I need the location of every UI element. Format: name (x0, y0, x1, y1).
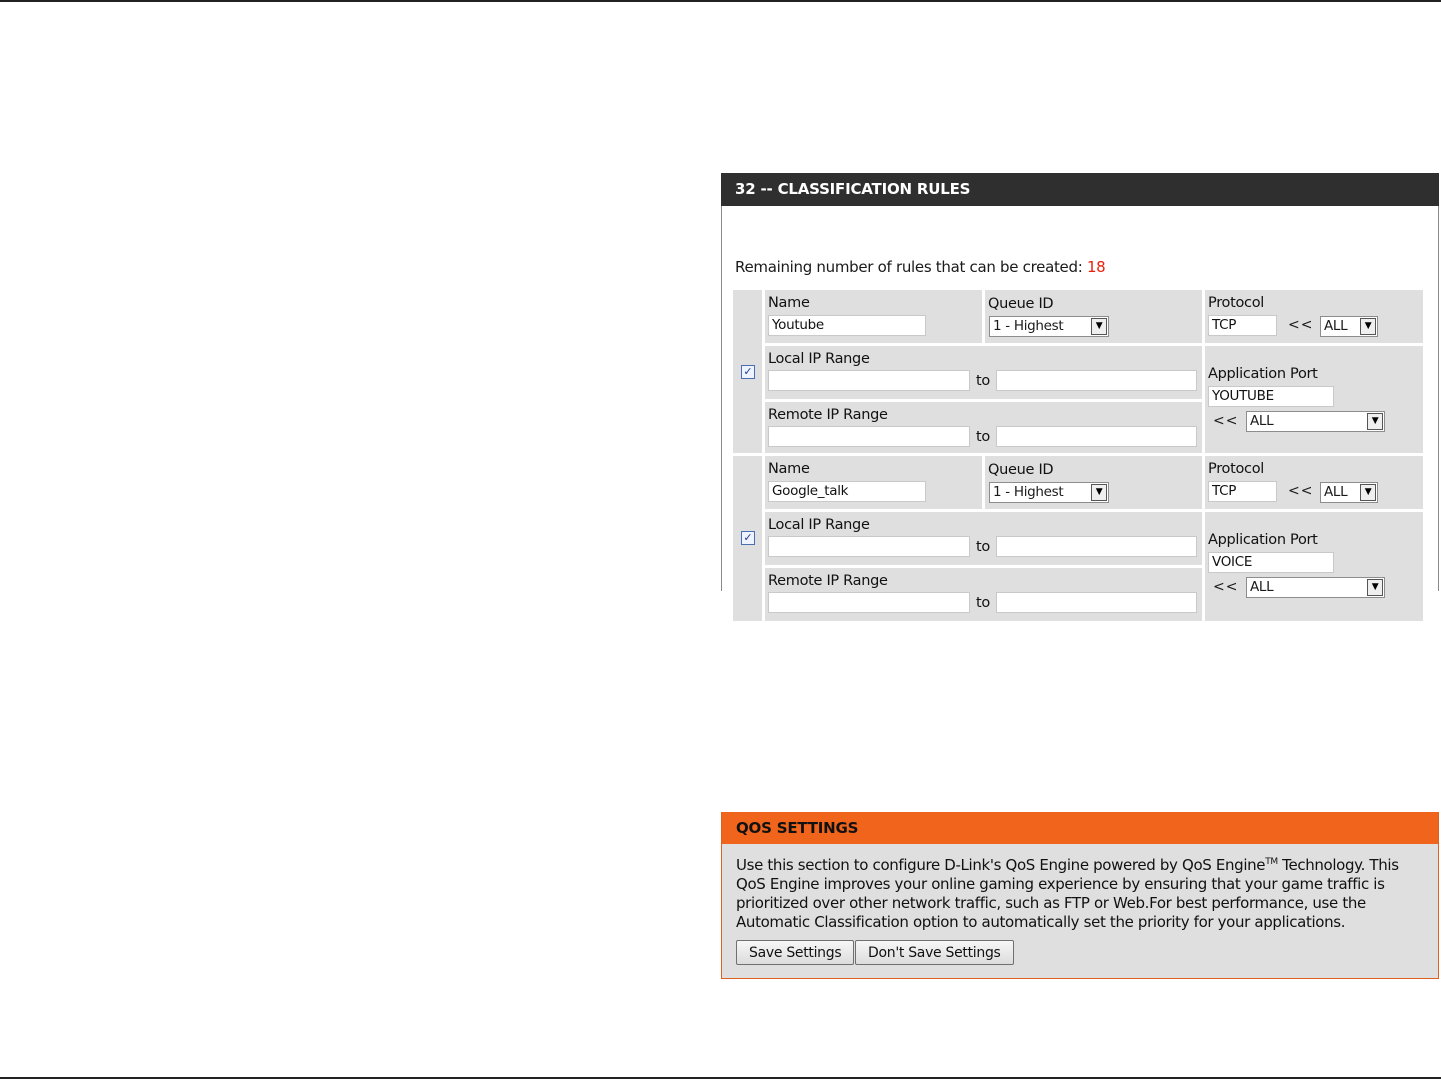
rule-enabled-checkbox[interactable] (741, 365, 755, 379)
top-border-line (0, 0, 1441, 2)
qos-settings-description (736, 853, 1426, 932)
remote-ip-start-input[interactable] (768, 426, 970, 447)
remote-ip-range-label: Remote IP Range (768, 407, 888, 423)
classification-rules-panel (721, 173, 1439, 611)
remaining-rules-label: Remaining number of rules that can be created: (735, 258, 1083, 276)
rule-remote-ip-cell (765, 402, 1202, 453)
qos-description-part1: Use this section to configure D-Link's QoS Engine powered by QoS Engine (736, 856, 1266, 874)
protocol-label: Protocol (1208, 461, 1265, 477)
application-port-select-value: ALL (1250, 413, 1274, 429)
protocol-select[interactable] (1320, 482, 1378, 503)
qos-settings-panel (721, 812, 1439, 979)
qos-settings-title: QOS SETTINGS (722, 812, 1438, 844)
protocol-input[interactable]: TCP (1208, 481, 1277, 502)
remote-ip-range-label: Remote IP Range (768, 573, 888, 589)
triangle-down-icon: ▼ (1091, 484, 1107, 501)
protocol-select-value: ALL (1324, 318, 1348, 334)
rule-remote-ip-cell (765, 568, 1202, 621)
rule-protocol-cell (1205, 290, 1423, 343)
queue-id-label: Queue ID (988, 296, 1054, 312)
queue-id-label: Queue ID (988, 462, 1054, 478)
application-port-label: Application Port (1208, 532, 1318, 548)
triangle-down-icon: ▼ (1367, 579, 1383, 596)
triangle-down-icon: ▼ (1091, 318, 1107, 335)
local-ip-to-label: to (976, 373, 990, 389)
rule-checkbox-cell (733, 290, 762, 453)
dont-save-settings-button[interactable]: Don't Save Settings (855, 940, 1014, 965)
application-port-input[interactable]: VOICE (1208, 552, 1334, 573)
local-ip-start-input[interactable] (768, 370, 970, 391)
application-port-select[interactable] (1246, 411, 1385, 432)
rule-queue-cell (985, 456, 1202, 509)
remote-ip-end-input[interactable] (996, 592, 1197, 613)
rule-app-port-cell (1205, 512, 1423, 621)
checkmark-icon: ✓ (743, 365, 753, 378)
trademark-sup: TM (1265, 857, 1278, 867)
triangle-down-icon: ▼ (1367, 413, 1383, 430)
checkmark-icon: ✓ (743, 531, 753, 544)
protocol-copy-arrow[interactable]: << (1288, 483, 1314, 499)
rule-enabled-checkbox[interactable] (741, 531, 755, 545)
save-settings-button[interactable]: Save Settings (736, 940, 854, 965)
rule-name-cell (765, 290, 982, 343)
name-input[interactable]: Youtube (768, 315, 926, 336)
local-ip-range-label: Local IP Range (768, 517, 870, 533)
application-port-label: Application Port (1208, 366, 1318, 382)
rule-name-cell (765, 456, 982, 509)
local-ip-start-input[interactable] (768, 536, 970, 557)
classification-rules-body (721, 206, 1439, 611)
protocol-copy-arrow[interactable]: << (1288, 317, 1314, 333)
protocol-select[interactable] (1320, 316, 1378, 337)
local-ip-end-input[interactable] (996, 370, 1197, 391)
rule-local-ip-cell (765, 512, 1202, 565)
classification-rules-title: 32 -- CLASSIFICATION RULES (721, 173, 1439, 206)
rule-local-ip-cell (765, 346, 1202, 399)
application-port-copy-arrow[interactable]: << (1213, 579, 1239, 595)
remote-ip-end-input[interactable] (996, 426, 1197, 447)
remote-ip-to-label: to (976, 595, 990, 611)
queue-id-select[interactable] (989, 482, 1109, 503)
application-port-copy-arrow[interactable]: << (1213, 413, 1239, 429)
queue-id-select[interactable] (989, 316, 1109, 337)
local-ip-to-label: to (976, 539, 990, 555)
name-label: Name (768, 295, 810, 311)
bottom-border-line (0, 1077, 1441, 1079)
protocol-input[interactable]: TCP (1208, 315, 1277, 336)
application-port-input[interactable]: YOUTUBE (1208, 386, 1334, 407)
remote-ip-start-input[interactable] (768, 592, 970, 613)
name-label: Name (768, 461, 810, 477)
rule-app-port-cell (1205, 346, 1423, 453)
remaining-rules-count: 18 (1086, 258, 1106, 276)
queue-id-value: 1 - Highest (993, 318, 1064, 334)
local-ip-range-label: Local IP Range (768, 351, 870, 367)
rule-checkbox-cell (733, 456, 762, 621)
application-port-select-value: ALL (1250, 579, 1274, 595)
queue-id-value: 1 - Highest (993, 484, 1064, 500)
rule-protocol-cell (1205, 456, 1423, 509)
triangle-down-icon: ▼ (1360, 484, 1376, 501)
name-input[interactable]: Google_talk (768, 481, 926, 502)
remote-ip-to-label: to (976, 429, 990, 445)
protocol-label: Protocol (1208, 295, 1265, 311)
local-ip-end-input[interactable] (996, 536, 1197, 557)
triangle-down-icon: ▼ (1360, 318, 1376, 335)
rule-queue-cell (985, 290, 1202, 343)
application-port-select[interactable] (1246, 577, 1385, 598)
remaining-rules-text (735, 258, 1105, 276)
protocol-select-value: ALL (1324, 484, 1348, 500)
qos-description-part2: Technology. This QoS Engine improves your online gaming experience by ensuring that your game traffic is prioritized over other network traffic, such as FTP or Web.For best performance, use the Automatic Classification option to automatically set the priority for your applications. (736, 856, 1399, 931)
